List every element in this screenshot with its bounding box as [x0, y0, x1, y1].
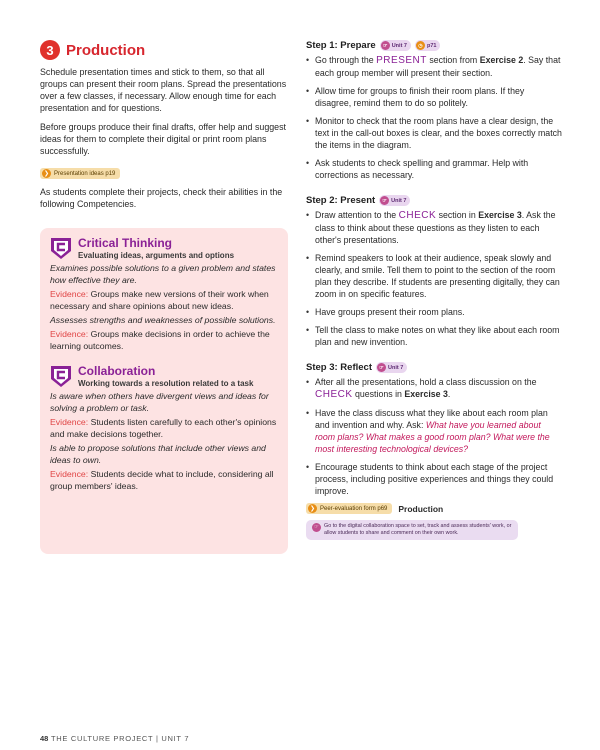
- evidence-text: Students decide what to include, considering all group members' ideas.: [50, 469, 274, 491]
- critical-thinking-subtitle: Evaluating ideas, arguments and options: [78, 251, 235, 260]
- step2-list: [306, 209, 562, 348]
- step1-unit-tag[interactable]: [380, 40, 411, 51]
- evidence-text: Groups make decisions in order to achieve the learning outcomes.: [50, 329, 270, 351]
- step3-title: Step 3: Reflect: [306, 362, 372, 373]
- collaboration-title: Collaboration: [78, 364, 156, 378]
- steps-column: [306, 40, 562, 540]
- list-item: [306, 209, 562, 246]
- critical-thinking-title: Critical Thinking: [78, 236, 173, 250]
- critical-item-2: Assesses strengths and weaknesses of possible solutions.: [50, 315, 276, 325]
- collab-item-1: Is aware when others have divergent views and ideas for solving a problem or task.: [50, 391, 269, 413]
- list-item: [306, 54, 562, 79]
- evidence-label: Evidence:: [50, 469, 89, 479]
- critical-evidence-2: [50, 328, 282, 352]
- list-item: • Ask students to check spelling and grammar. Help with corrections as necessary.: [306, 157, 562, 181]
- presentation-ideas-label: Presentation ideas p19: [54, 170, 116, 177]
- peer-evaluation-row: [306, 503, 562, 514]
- text: Have the class discuss what they like about each room plan and invention and why. Ask:: [315, 408, 548, 430]
- text: section from: [429, 55, 478, 65]
- step1-page-tag[interactable]: [415, 40, 440, 51]
- production-section: [40, 40, 292, 217]
- collab-evidence-1: [50, 416, 282, 440]
- page-footer: [40, 734, 189, 743]
- present-keyword: PRESENT: [376, 55, 427, 66]
- text: . Say that each group member will present their section.: [315, 55, 561, 78]
- unit-tag-label: Unit 7: [391, 42, 407, 49]
- peer-evaluation-label: Peer-evaluation form p69: [320, 505, 388, 512]
- step1-list: [306, 54, 562, 181]
- peer-evaluation-link[interactable]: [306, 503, 392, 514]
- arrow-icon: ❯: [43, 171, 50, 177]
- peer-evaluation-stage: Production: [398, 503, 444, 514]
- unit-tag-label: Unit 7: [391, 197, 407, 204]
- clock-icon: ◷: [416, 41, 425, 50]
- production-paragraph-1: Schedule presentation times and stick to them, so that all groups can present their room plans. Spread the presentations over a few classes, if necessary. Allow enough time for each presentation and for questions.: [40, 67, 287, 113]
- step1-header: [306, 40, 562, 51]
- step3-unit-tag[interactable]: [376, 362, 407, 373]
- text: .: [447, 389, 451, 399]
- page-number: 48: [40, 734, 49, 743]
- collab-evidence-2: [50, 468, 282, 492]
- text: questions in: [354, 389, 402, 399]
- list-item: [306, 407, 562, 455]
- list-item: • Encourage students to think about each stage of the project process, including positive experiences and things they could improve.: [306, 461, 562, 497]
- critical-evidence-1: [50, 288, 282, 312]
- hand-pointer-icon: ☞: [312, 523, 321, 532]
- check-keyword: CHECK: [398, 210, 437, 221]
- hand-pointer-icon: ☞: [377, 363, 386, 372]
- production-paragraph-2: Before groups produce their final drafts, offer help and suggest ideas for them to complete their digital or print room plans successfully.: [40, 122, 287, 156]
- section-number: 3: [40, 40, 60, 60]
- evidence-label: Evidence:: [50, 417, 89, 427]
- check-keyword: CHECK: [315, 389, 353, 400]
- critical-item-1: Examines possible solutions to a given problem and states how effective they are.: [50, 263, 276, 285]
- collaboration-subtitle: Working towards a resolution related to a task: [78, 379, 254, 388]
- list-item: • Remind speakers to look at their audience, speak slowly and clearly, and smile. Tell them to point to the section of the room plan they describe. If students are presenting digitally, they can zoom in on specific features.: [306, 252, 562, 300]
- footer-text: THE CULTURE PROJECT | UNIT 7: [51, 734, 190, 743]
- step3-list: [306, 376, 562, 497]
- step2-unit-tag[interactable]: [379, 195, 410, 206]
- step2-header: [306, 195, 562, 206]
- production-paragraph-3: As students complete their projects, check their abilities in the following Competencies.: [40, 187, 283, 209]
- text: Go through the: [315, 55, 374, 65]
- competencies-box: [40, 228, 288, 554]
- evidence-label: Evidence:: [50, 289, 89, 299]
- text: After all the presentations, hold a class discussion on the: [315, 377, 537, 387]
- list-item: [306, 376, 562, 401]
- list-item: • Have groups present their room plans.: [306, 306, 562, 318]
- text: Draw attention to the: [315, 210, 397, 220]
- production-header: [40, 40, 292, 60]
- digital-space-note[interactable]: [306, 520, 518, 540]
- text: . Ask the class to think about these questions as they listen to each other's presentations.: [315, 210, 556, 245]
- evidence-text: Students listen carefully to each other's opinions and make decisions together.: [50, 417, 277, 439]
- arrow-icon: ❯: [309, 506, 316, 512]
- collaboration-icon: [50, 364, 72, 388]
- presentation-ideas-link[interactable]: [40, 168, 120, 179]
- unit-tag-label: Unit 7: [388, 364, 404, 371]
- page-tag-label: p71: [426, 42, 437, 49]
- collaboration-header: [50, 364, 282, 389]
- text: section in: [438, 210, 476, 220]
- collab-item-2: Is able to propose solutions that include other views and ideas to own.: [50, 443, 266, 465]
- hand-pointer-icon: ☞: [380, 196, 389, 205]
- hand-pointer-icon: ☞: [381, 41, 390, 50]
- step2-title: Step 2: Present: [306, 195, 376, 206]
- exercise-ref: Exercise 3: [478, 210, 522, 220]
- step3-header: [306, 362, 562, 373]
- critical-thinking-icon: [50, 236, 72, 260]
- step1-title: Step 1: Prepare: [306, 40, 376, 51]
- list-item: • Tell the class to make notes on what they like about each room plan and new invention.: [306, 324, 562, 348]
- exercise-ref: Exercise 3: [404, 389, 448, 399]
- section-title: Production: [66, 41, 146, 59]
- discussion-questions: What have you learned about room plans? What makes a good room plan? What were the most interesting technological devices?: [315, 420, 550, 454]
- list-item: • Allow time for groups to finish their room plans. If they disagree, remind them to do so politely.: [306, 85, 562, 109]
- digital-note-text: Go to the digital collaboration space to set, track and assess students' work, or allow students to share and comment on their own work.: [324, 523, 512, 536]
- evidence-text: Groups make new versions of their work when necessary and share opinions about new ideas.: [50, 289, 269, 311]
- evidence-label: Evidence:: [50, 329, 89, 339]
- list-item: • Monitor to check that the room plans have a clear design, the text in the call-out boxes is clear, and the boxes correctly match the items in the diagram.: [306, 115, 562, 151]
- exercise-ref: Exercise 2: [479, 55, 524, 65]
- critical-thinking-header: [50, 236, 282, 261]
